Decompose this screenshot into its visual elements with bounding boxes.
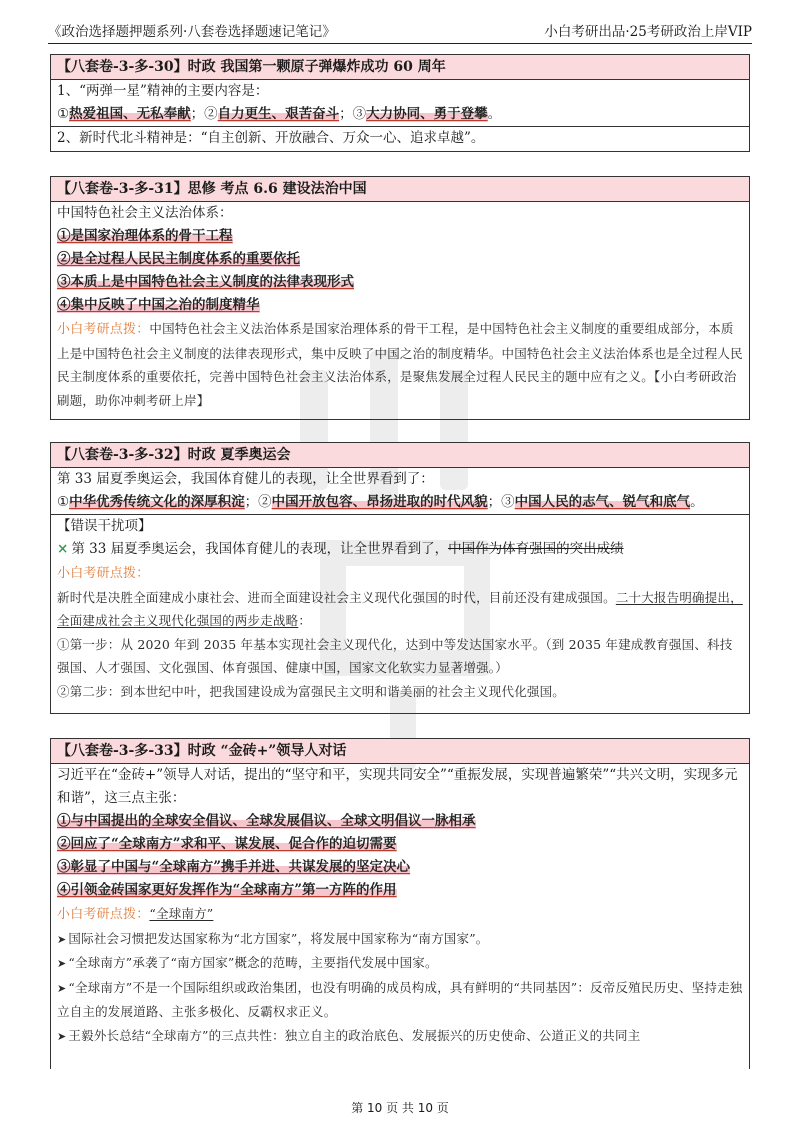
note-label: 小白考研点拨： [57, 566, 150, 581]
answer-line [51, 248, 749, 271]
question-line: 1、“两弹一星”精神的主要内容是： [57, 83, 269, 99]
box-title: 【八套卷-3-多-31】思修 考点 6.6 建设法治中国 [51, 177, 749, 202]
bullet-text: 王毅外长总结“全球南方”的三点共性：独立自主的政治底色、发展振兴的历史使命、公道正义的共同主 [68, 1027, 641, 1043]
bullet-text: “全球南方”承袭了“南方国家”概念的范畴，主要指代发展中国家。 [68, 955, 438, 970]
separator: ； [244, 494, 259, 510]
answer-line [51, 225, 749, 248]
answer-line [51, 271, 749, 294]
line-end: 。 [487, 106, 502, 122]
box-title: 【八套卷-3-多-30】时政 我国第一颗原子弹爆炸成功 60 周年 [51, 55, 749, 80]
intro-line: 习近平在“金砖+”领导人对话，提出的“坚守和平，实现共同安全”“重振发展，实现普遍繁荣”“共兴文明，实现多元和谐”，这三点主张： [57, 767, 738, 806]
answer-item: ③彰显了中国与“全球南方”携手并进、共谋发展的坚定决心 [57, 859, 411, 875]
item-number: ② [258, 494, 272, 510]
page-footer: 第 10 页 共 10 页 [351, 1101, 449, 1115]
answer-item: ①与中国提出的全球安全倡议、全球发展倡议、全球文明倡议一脉相承 [57, 813, 476, 829]
note-paragraph [51, 317, 749, 412]
answer-item: ④集中反映了中国之治的制度精华 [57, 297, 260, 313]
line-end: 。 [690, 494, 704, 510]
answer-line [51, 810, 749, 833]
note-topic: “全球南方” [149, 906, 214, 921]
wrong-mark-icon: × [57, 541, 69, 557]
note-text: 新时代是决胜全面建成小康社会、进而全面建设社会主义现代化强国的时代，目前还没有建成强国。 [57, 589, 616, 605]
answer-line [51, 833, 749, 856]
item-number: ① [57, 106, 70, 122]
answer-line [51, 879, 749, 902]
answer-item: 热爱祖国、无私奉献 [69, 106, 191, 122]
note-underlined-text: 二十大报告明确提出，全面建成社会主义现代化强国的两步走战略 [57, 589, 743, 628]
item-number: ② [204, 106, 218, 122]
note-paragraph: ②第二步：到本世纪中叶，把我国建设成为富强民主文明和谐美丽的社会主义现代化强国。 [57, 683, 566, 699]
answer-line [51, 103, 749, 126]
intro-line: 第 33 届夏季奥运会，我国体育健儿的表现，让全世界看到了： [57, 471, 434, 487]
question-box-33 [50, 738, 750, 1069]
page-header [48, 14, 752, 44]
bullet-text: “全球南方”不是一个国际组织或政治集团，也没有明确的成员构成，具有鲜明的“共同基因”：反帝反殖民历史、坚持走独立自主的发展道路、主张多极化、反霸权求正义。 [57, 979, 743, 1019]
separator: ； [487, 494, 502, 510]
header-right-title: 小白考研出品·25考研政治上岸VIP [544, 24, 752, 40]
answer-item: ①是国家治理体系的骨干工程 [57, 228, 233, 244]
distractor-label: 【错误干扰项】 [51, 514, 749, 538]
question-box-31 [50, 176, 750, 420]
intro-line: 中国特色社会主义法治体系： [57, 205, 233, 221]
box-title: 【八套卷-3-多-32】时政 夏季奥运会 [51, 443, 749, 468]
answer-item: ④引领金砖国家更好发挥作为“全球南方”第一方阵的作用 [57, 882, 397, 898]
note-label: 小白考研点拨： [57, 322, 150, 337]
distractor-line [51, 538, 749, 561]
arrow-bullet-icon: ➤ [57, 1029, 67, 1043]
box-title: 【八套卷-3-多-33】时政 “金砖+”领导人对话 [51, 739, 749, 764]
arrow-bullet-icon: ➤ [57, 981, 67, 995]
question-box-32 [50, 442, 750, 714]
answer-line [51, 856, 749, 879]
answer-item: ②回应了“全球南方”求和平、谋发展、促合作的迫切需要 [57, 836, 397, 852]
note-label: 小白考研点拨： [57, 907, 150, 922]
arrow-bullet-icon: ➤ [57, 957, 67, 970]
answer-item: 中国人民的志气、锐气和底气 [514, 494, 691, 510]
question-line: 2、新时代北斗精神是：“自主创新、开放融合、万众一心、追求卓越”。 [51, 126, 749, 150]
note-text-end: ： [298, 613, 312, 628]
answer-item: ②是全过程人民民主制度体系的重要依托 [57, 251, 300, 267]
answer-line [51, 491, 749, 514]
note-label-line [51, 561, 749, 586]
item-number: ① [57, 494, 70, 510]
item-number: ③ [501, 494, 515, 510]
answer-item: 大力协同、勇于登攀 [366, 106, 488, 122]
answer-line [51, 294, 749, 317]
note-paragraph [51, 586, 749, 633]
bullet-item [51, 1024, 749, 1049]
distractor-text: 第 33 届夏季奥运会，我国体育健儿的表现，让全世界看到了， [71, 541, 449, 557]
distractor-struck-text: 中国作为体育强国的突出成绩 [448, 541, 624, 557]
answer-item: 中华优秀传统文化的深厚积淀 [69, 494, 245, 510]
answer-item: 中国开放包容、昂扬进取的时代风貌 [271, 494, 488, 510]
note-text: 中国特色社会主义法治体系是国家治理体系的骨干工程，是中国特色社会主义制度的重要组成部分，本质上是中国特色社会主义制度的法律表现形式，集中反映了中国之治的制度精华。中国特色社会主义法治体系也是全过程人民民主制度体系的重要依托，完善中国特色社会主义法治体系，是聚焦发展全过程人民民主的题中应有之义。【小白考研政治刷题，助你冲刺考研上岸】 [57, 321, 743, 408]
separator: ； [339, 106, 353, 122]
bullet-item [51, 927, 749, 952]
header-left-title: 《政治选择题押题系列·八套卷选择题速记笔记》 [48, 24, 336, 40]
bullet-item [51, 951, 749, 976]
bullet-item [51, 976, 749, 1024]
note-paragraph: ①第一步：从 2020 年到 2035 年基本实现社会主义现代化，达到中等发达国家水平。（到 2035 年建成教育强国、科技强国、人才强国、文化强国、体育强国、健康中国，国家文化软实力显著增强。） [57, 636, 733, 675]
arrow-bullet-icon: ➤ [57, 932, 67, 946]
answer-item: ③本质上是中国特色社会主义制度的法律表现形式 [57, 274, 354, 290]
separator: ； [190, 106, 205, 122]
note-label-line [51, 902, 749, 927]
item-number: ③ [352, 106, 367, 122]
bullet-text: 国际社会习惯把发达国家称为“北方国家”，将发展中国家称为“南方国家”。 [68, 930, 489, 946]
answer-item: 自力更生、艰苦奋斗 [217, 106, 340, 122]
question-box-30 [50, 54, 750, 152]
